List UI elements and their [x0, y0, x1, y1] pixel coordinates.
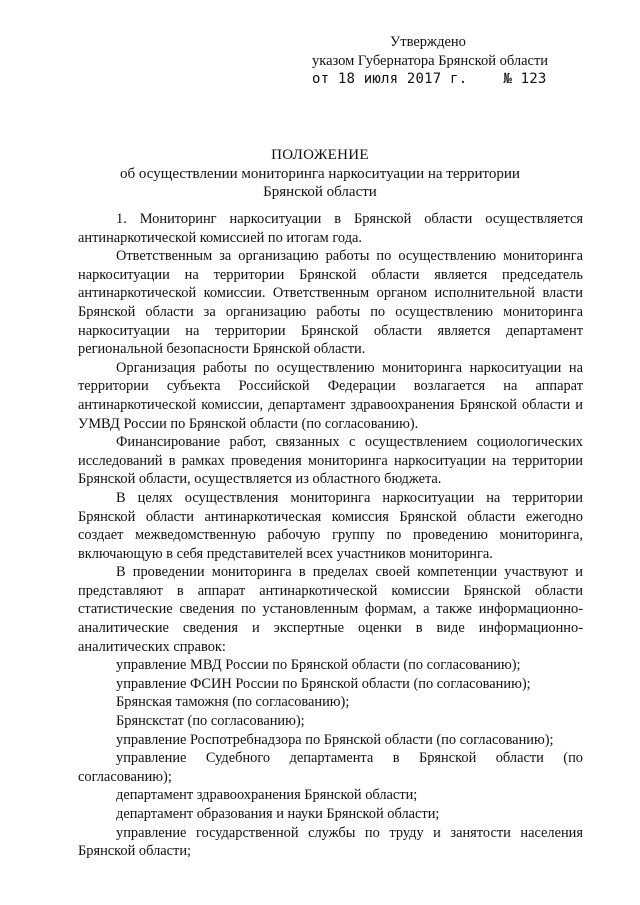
approval-label: Утверждено	[390, 34, 466, 50]
list-item: департамент образования и науки Брянской области;	[116, 806, 440, 822]
list-item: управление Судебного департамента в Брянской области (по согласованию);	[78, 750, 583, 785]
list-item: управление государственной службы по труду и занятости населения Брянской области;	[78, 824, 583, 860]
list-item: управление ФСИН России по Брянской области (по согласованию);	[116, 675, 531, 692]
paragraph: Ответственным за организацию работы по осуществлению мониторинга наркоситуации на территории Брянской области является председатель антинаркотической комиссии. Ответственным органом исполнительной власти Брянской области за организацию работы по осуществлению мониторинга наркоситуации на территории Брянской области является департамент региональной безопасности Брянской области.	[78, 248, 583, 358]
document-body	[78, 210, 583, 861]
paragraph: Финансирование работ, связанных с осуществлением социологических исследований в рамках проведения мониторинга наркоситуации на территории Брянской области, осуществляется из областного бюджета.	[78, 434, 583, 488]
paragraph: В целях осуществления мониторинга наркоситуации на территории Брянской области антинаркотическая комиссия Брянской области ежегодно создает межведомственную рабочую группу по проведению мониторинга, включающую в себя представителей всех участников мониторинга.	[78, 489, 583, 562]
approval-decree: указом Губернатора Брянской области	[312, 52, 549, 69]
list-item: Брянская таможня (по согласованию);	[116, 694, 350, 711]
document-title	[60, 146, 580, 202]
paragraph: Организация работы по осуществлению мониторинга наркоситуации на территории субъекта Российской Федерации возлагается на аппарат антинаркотической комиссии, департамент здравоохранения Брянской области и УМВД России по Брянской области (по согласованию).	[78, 359, 583, 432]
paragraph: 1. Мониторинг наркоситуации в Брянской области осуществляется антинаркотической комиссией по итогам года.	[78, 211, 583, 246]
paragraph: В проведении мониторинга в пределах своей компетенции участвуют и представляют в аппарат антинаркотической комиссии Брянской области статистические сведения по установленным формам, а также информационно-аналитические сведения и экспертные оценки в виде информационно-аналитических справок:	[78, 564, 583, 655]
list-item: департамент здравоохранения Брянской области;	[116, 787, 418, 804]
list-item: управление МВД России по Брянской области (по согласованию);	[116, 657, 521, 674]
list-item: Брянскстат (по согласованию);	[116, 713, 305, 730]
approval-date-number	[312, 70, 612, 89]
title-subtitle-line2: Брянской области	[263, 184, 377, 200]
title-subtitle-line1: об осуществлении мониторинга наркоситуации на территории	[120, 165, 520, 182]
approval-number: № 123	[503, 71, 547, 87]
approval-date: от 18 июля 2017 г.	[312, 71, 468, 87]
list-item: управление Роспотребнадзора по Брянской области (по согласованию);	[116, 731, 554, 748]
approval-block	[312, 33, 612, 89]
title-heading: ПОЛОЖЕНИЕ	[271, 147, 369, 163]
